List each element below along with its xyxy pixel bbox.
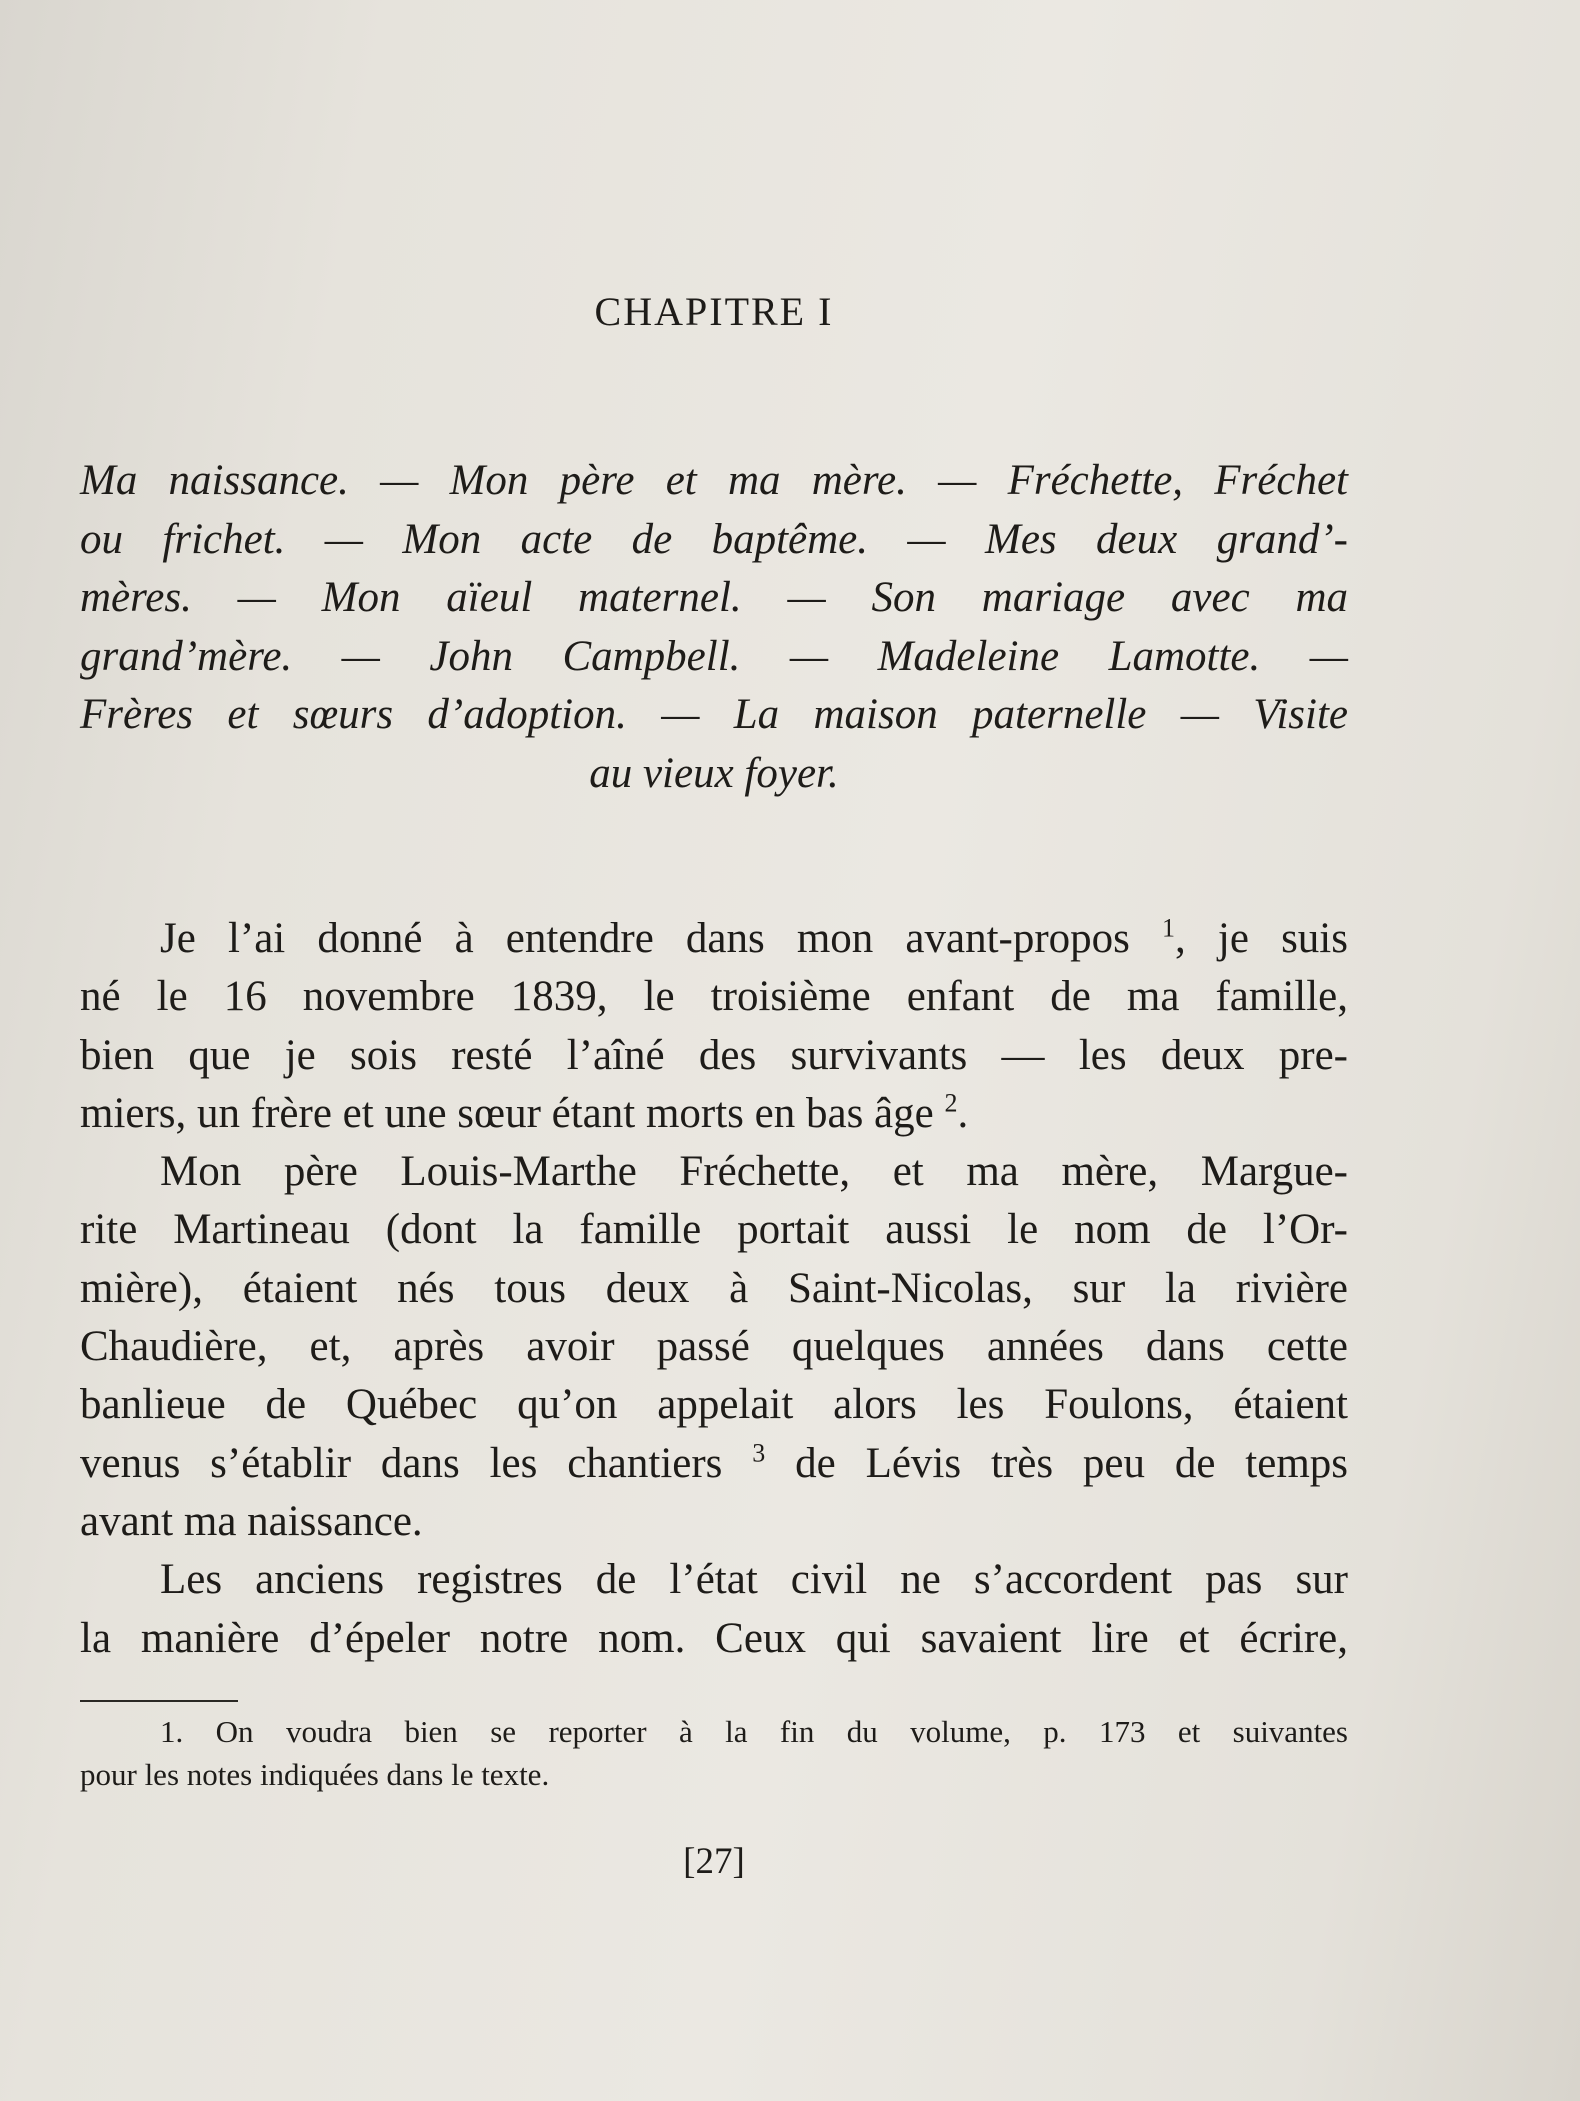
paragraph-line: Les anciens registres de l’état civil ne s’accordent pas sur [160,1556,1348,1604]
summary-line: au vieux foyer. [589,749,839,797]
text-segment: Je l’ai donné à entendre dans mon avant-propos [160,915,1130,962]
chapter-summary [80,452,1348,803]
paragraph-line [80,1435,1348,1493]
body-text [80,910,1348,1668]
paragraph-line: mière), étaient nés tous deux à Saint-Nicolas, sur la rivière [80,1264,1348,1312]
paragraph-line: banlieue de Québec qu’on appelait alors les Foulons, étaient [80,1381,1348,1429]
text-segment: de Lévis très peu de temps [765,1439,1348,1487]
paragraph-line [80,1085,1348,1143]
footnotes [80,1710,1348,1796]
text-segment: miers, un frère et une sœur étant morts en bas âge [80,1089,934,1137]
chapter-title: CHAPITRE I [594,289,834,334]
summary-line: mères. — Mon aïeul maternel. — Son mariage avec ma [80,574,1348,621]
paragraph-line: la manière d’épeler notre nom. Ceux qui savaient lire et écrire, [80,1614,1348,1662]
paragraph-line: rite Martineau (dont la famille portait aussi le nom de l’Or- [80,1206,1348,1254]
summary-line: Frères et sœurs d’adoption. — La maison paternelle — Visite [80,691,1348,738]
footnote-divider [80,1700,238,1702]
summary-line: grand’mère. — John Campbell. — Madeleine Lamotte. — [80,632,1348,680]
paragraph-line: Chaudière, et, après avoir passé quelques années dans cette [80,1323,1348,1371]
paragraph-line: Mon père Louis-Marthe Fréchette, et ma mère, Margue- [160,1148,1348,1196]
footnote-ref: 2 [944,1088,958,1118]
text-segment: , je suis [1175,915,1348,962]
page-number: [27] [683,1841,745,1882]
summary-line: Ma naissance. — Mon père et ma mère. — Fréchette, Fréchet [80,457,1348,504]
text-segment: . [957,1089,969,1137]
text-segment: venus s’établir dans les chantiers [80,1439,723,1487]
footnote-ref: 3 [752,1438,766,1468]
footnote-line: pour les notes indiquées dans le texte. [80,1757,550,1792]
book-page [80,0,1348,2101]
paragraph-line [80,910,1348,968]
footnote-line: 1. On voudra bien se reporter à la fin du volume, p. 173 et suivantes [160,1714,1348,1749]
paragraph-line: né le 16 novembre 1839, le troisième enfant de ma famille, [80,973,1348,1021]
summary-line: ou frichet. — Mon acte de baptême. — Mes deux grand’- [80,515,1348,563]
paragraph-line: avant ma naissance. [80,1497,423,1545]
footnote-ref: 1 [1162,913,1176,943]
paragraph-line: bien que je sois resté l’aîné des survivants — les deux pre- [80,1031,1348,1079]
